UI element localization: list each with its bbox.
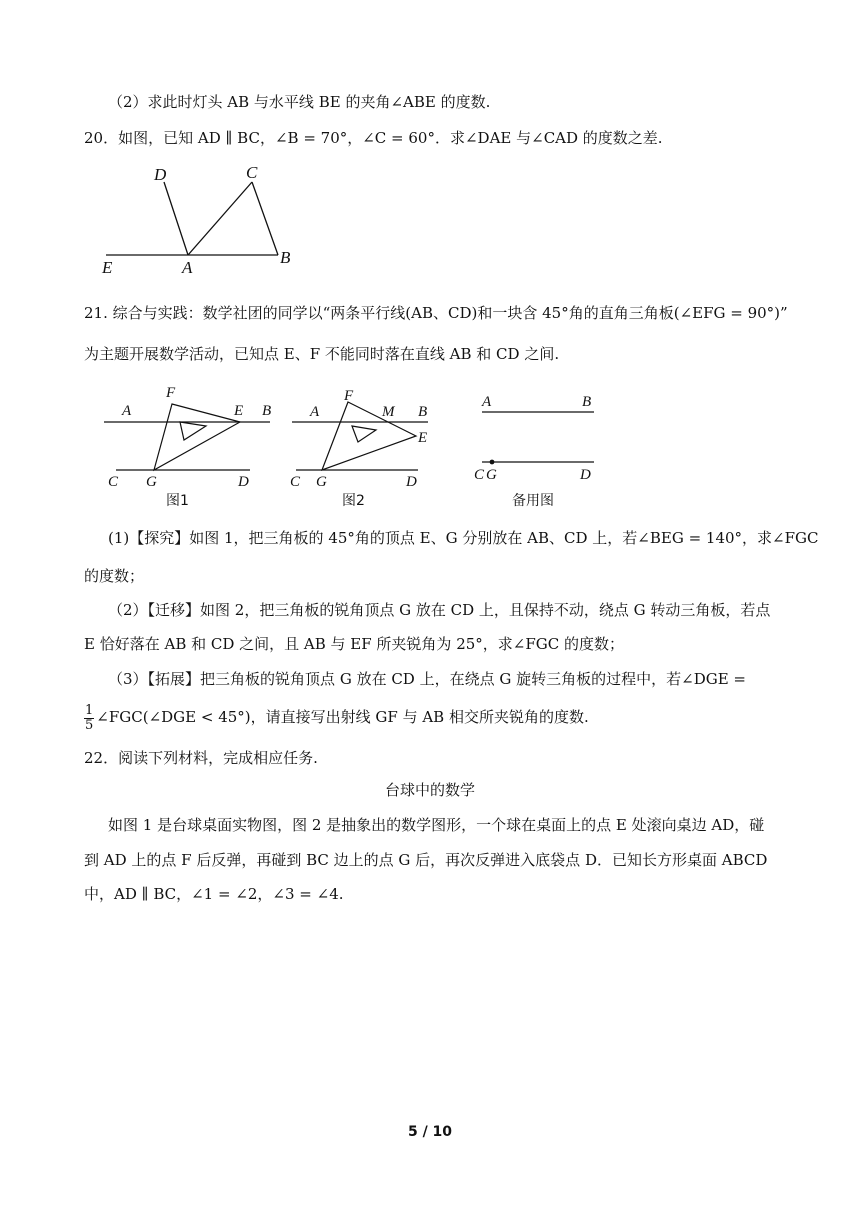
spare-label-a: A (482, 394, 492, 410)
spare-label-c: C (474, 467, 485, 483)
fig2-label-m: M (382, 404, 395, 420)
q22-para-line1: 如图 1 是台球桌面实物图，图 2 是抽象出的数学图形，一个球在桌面上的点 E 处滚向桌边 AD，碰 (108, 816, 765, 834)
q21-figure-spare (470, 380, 610, 510)
fig1-label-c: C (108, 474, 119, 490)
fig2-label-d: D (406, 474, 417, 490)
q20-text: 20．如图，已知 AD ∥ BC，∠B = 70°，∠C = 60°．求∠DAE 与∠CAD 的度数之差. (84, 129, 663, 147)
q21-part1-line2: 的度数； (84, 567, 145, 585)
q20-label-d: D (154, 165, 167, 184)
q22-para-line3: 中，AD ∥ BC，∠1 = ∠2，∠3 = ∠4. (84, 885, 344, 903)
q21-figure-1 (100, 380, 280, 510)
fig2-label-b: B (418, 404, 428, 420)
q21-intro-line1: 21. 综合与实践：数学社团的同学以“两条平行线(AB、CD)和一块含 45°角的直角三角板(∠EFG = 90°)” (84, 304, 788, 322)
fig2-label-e: E (418, 430, 428, 446)
fig2-caption: 图2 (342, 493, 365, 509)
fraction-denominator: 5 (85, 717, 94, 733)
q20-label-b: B (280, 248, 291, 267)
q21-part3-line1: （3）【拓展】把三角板的锐角顶点 G 放在 CD 上，在绕点 G 旋转三角板的过程中，若∠DGE = (108, 670, 746, 688)
spare-label-b: B (582, 394, 592, 410)
fig2-label-g: G (316, 474, 327, 490)
q21-part3-line2-text: ∠FGC(∠DGE < 45°)，请直接写出射线 GF 与 AB 相交所夹锐角的度数. (96, 708, 589, 726)
spare-label-g: G (486, 467, 497, 483)
q22-para-line2: 到 AD 上的点 F 后反弹，再碰到 BC 边上的点 G 后，再次反弹进入底袋点 D．已知长方形桌面 ABCD (84, 851, 768, 869)
fig1-label-g: G (146, 474, 157, 490)
fig2-label-a: A (310, 404, 320, 420)
q19-part2: （2）求此时灯头 AB 与水平线 BE 的夹角∠ABE 的度数. (108, 93, 491, 111)
q21-intro-line2: 为主题开展数学活动，已知点 E、F 不能同时落在直线 AB 和 CD 之间. (84, 345, 560, 363)
q20-label-a: A (182, 258, 193, 277)
fraction-one-fifth (84, 704, 94, 733)
q21-part2-line1: （2）【迁移】如图 2，把三角板的锐角顶点 G 放在 CD 上，且保持不动，绕点 G 转动三角板，若点 (108, 601, 771, 619)
fig2-label-f: F (344, 388, 354, 404)
q20-figure (96, 160, 306, 280)
q22-intro: 22．阅读下列材料，完成相应任务. (84, 749, 318, 767)
fig1-label-b: B (262, 403, 272, 419)
spare-label-d: D (580, 467, 591, 483)
fig1-label-d: D (238, 474, 249, 490)
q21-part1-line1: (1)【探究】如图 1，把三角板的 45°角的顶点 E、G 分别放在 AB、CD 上，若∠BEG = 140°，求∠FGC (108, 529, 819, 547)
q21-part2-line2: E 恰好落在 AB 和 CD 之间，且 AB 与 EF 所夹锐角为 25°，求∠FGC 的度数； (84, 635, 624, 653)
fig1-caption: 图1 (166, 493, 189, 509)
q21-part3-line2 (84, 702, 589, 733)
page-number: 5 / 10 (407, 1124, 453, 1140)
q21-figure-2 (288, 380, 448, 510)
fig1-label-e: E (234, 403, 244, 419)
spare-caption: 备用图 (512, 493, 554, 509)
q20-label-c: C (246, 163, 258, 182)
fig1-label-f: F (166, 385, 176, 401)
fraction-numerator: 1 (85, 702, 94, 718)
q20-label-e: E (102, 258, 113, 277)
fig1-label-a: A (122, 403, 132, 419)
q22-title: 台球中的数学 (384, 781, 475, 799)
fig2-label-c: C (290, 474, 301, 490)
